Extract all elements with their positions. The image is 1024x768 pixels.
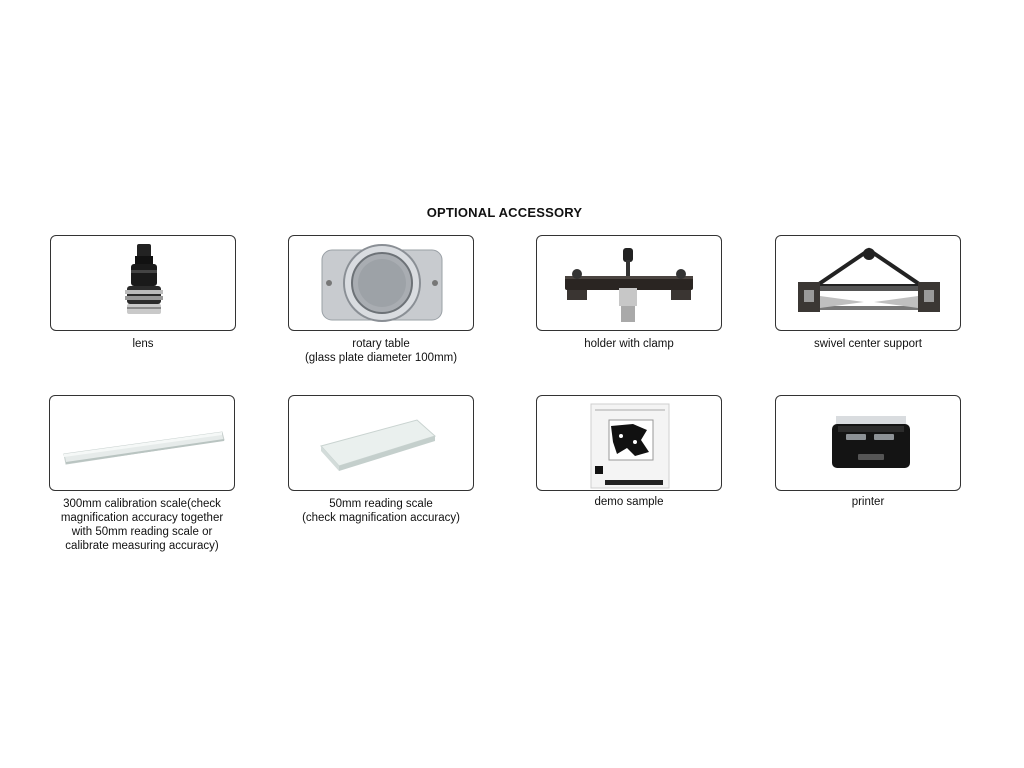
accessory-card-swivel-support xyxy=(775,235,961,331)
rotary-table-icon xyxy=(289,236,474,331)
accessory-card-holder-clamp xyxy=(536,235,722,331)
caption-calibration-scale: 300mm calibration scale(check magnification accuracy together with 50mm reading scale or calibrate measuring accuracy) xyxy=(60,498,224,552)
swivel-center-support-icon xyxy=(776,236,961,331)
accessory-card-rotary-table xyxy=(288,235,474,331)
accessory-card-reading-scale xyxy=(288,395,474,491)
demo-sample-icon xyxy=(537,396,722,491)
accessory-card-calibration-scale xyxy=(49,395,235,491)
holder-clamp-icon xyxy=(537,236,722,331)
caption-lens: lens xyxy=(132,338,154,350)
accessory-card-lens xyxy=(50,235,236,331)
calibration-scale-icon xyxy=(50,396,235,491)
printer-icon xyxy=(776,396,961,491)
page-title: OPTIONAL ACCESSORY xyxy=(426,205,583,220)
caption-printer: printer xyxy=(851,496,885,508)
caption-reading-scale: 50mm reading scale (check magnification accuracy) xyxy=(302,498,460,524)
caption-demo-sample: demo sample xyxy=(594,496,664,508)
accessory-card-demo-sample xyxy=(536,395,722,491)
reading-scale-icon xyxy=(289,396,474,491)
caption-holder-clamp: holder with clamp xyxy=(584,338,674,350)
lens-icon xyxy=(51,236,236,331)
caption-swivel-support: swivel center support xyxy=(813,338,923,350)
caption-rotary-table: rotary table (glass plate diameter 100mm) xyxy=(304,338,458,364)
accessory-card-printer xyxy=(775,395,961,491)
